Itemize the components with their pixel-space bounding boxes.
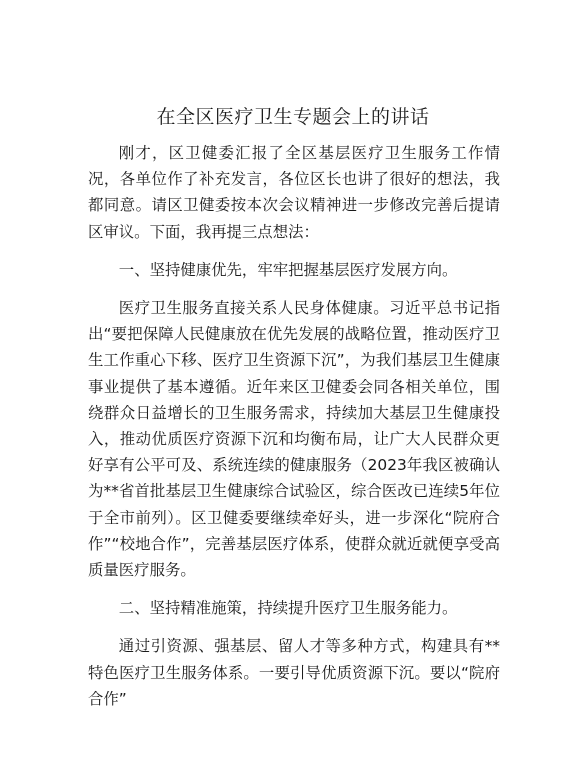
section-heading-2: 二、坚持精准施策，持续提升医疗卫生服务能力。 xyxy=(118,599,458,618)
document-title: 在全区医疗卫生专题会上的讲话 xyxy=(156,106,430,128)
paragraph-section-1: 医疗卫生服务直接关系人民身体健康。习近平总书记指出“要把保障人民健康放在优先发展的战略位置，推动医疗卫生工作重心下移、医疗卫生资源下沉”，为我们基层卫生健康事业提供了基本遵循。近年来区卫健委会同各相关单位，围绕群众日益增长的卫生服务需求，持续加大基层卫生健康投入，推动优质医疗资源下沉和均衡布局，让广大人民群众更好享有公平可及、系统连续的健康服务（2023年我区被确认为**省首批基层卫生健康综合试验区，综合医改已连续5年位于全市前列）。区卫健委要继续牵好头，进一步深化“院府合作”“校地合作”，完善基层医疗体系，使群众就近就便享受高质量医疗服务。 xyxy=(88,299,500,580)
paragraph-intro: 刚才，区卫健委汇报了全区基层医疗卫生服务工作情况，各单位作了补充发言，各位区长也讲了很好的想法，我都同意。请区卫健委按本次会议精神进一步修改完善后提请区审议。下面，我再提三点想法： xyxy=(88,144,500,241)
document-body xyxy=(88,140,500,724)
section-heading-1: 一、坚持健康优先，牢牢把握基层医疗发展方向。 xyxy=(118,260,458,279)
paragraph-section-2: 通过引资源、强基层、留人才等多种方式，构建具有**特色医疗卫生服务体系。一要引导优质资源下沉。要以“院府合作” xyxy=(88,637,500,708)
